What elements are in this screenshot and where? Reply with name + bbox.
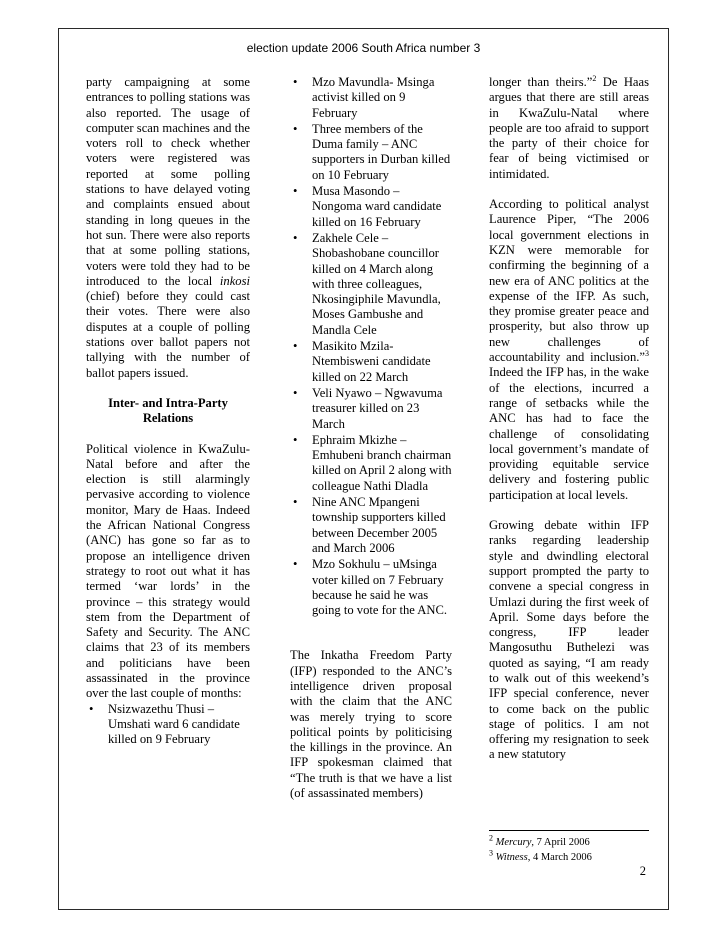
list-item (290, 231, 452, 338)
list-item (290, 557, 452, 618)
list-item-text: Veli Nyawo – Ngwavuma treasurer killed on 23 March (312, 385, 443, 431)
italic-term: inkosi (219, 273, 250, 288)
list-item-text: Zakhele Cele – Shobashobane councillor killed on 4 March along with three colleagues, Nkosingiphile Mavundla, Moses Gambushe and Mandla Cele (312, 230, 441, 337)
column-3 (489, 75, 649, 778)
bullet-icon: • (293, 557, 298, 572)
bullet-icon: • (293, 432, 298, 447)
footnote-ref[interactable]: 2 (592, 73, 597, 83)
victim-list-part1 (86, 702, 250, 748)
page-number: 2 (639, 864, 646, 878)
page-header: election update 2006 South Africa number 3 (246, 41, 481, 55)
list-item (290, 386, 452, 432)
paragraph-political-violence: Political violence in KwaZulu-Natal before and after the election is still alarmingly pervasive according to violence monitor, Mary de Haas. Indeed the African National Congress (ANC) has gone so far as to propose an intelligence driven strategy to root out what it has termed ‘war lords’ in the province – this strategy would stem from the Department of Safety and Security. The ANC claims that 23 of its members and politicians have been assassinated in the province over the last couple of months: (86, 441, 250, 701)
footnote-date: , 7 April 2006 (531, 837, 590, 848)
text-segment: (chief) before they could cast their votes. There were also disputes at a couple of polling stations over ballot papers not tallying with the number of ballot papers issued. (86, 289, 250, 380)
text-segment: party campaigning at some entrances to polling stations was also reported. The usage of computer scan machines and the voters roll to check whether voters were registered was reported at some polling stations to have delayed voting and complaints ensued about standing in long queues in the hot sun. There were also reports that at some polling stations, voters were told they had to be introduced to the local (86, 75, 250, 288)
victim-list-part2 (290, 75, 452, 618)
footnote-source: Mercury (495, 837, 532, 848)
list-item-text: Masikito Mzila-Ntembisweni candidate killed on 22 March (312, 339, 431, 384)
list-item (290, 122, 452, 183)
bullet-icon: • (293, 385, 298, 400)
paragraph-de-haas (489, 75, 649, 182)
list-item (290, 339, 452, 385)
bullet-icon: • (293, 121, 298, 136)
list-item (290, 433, 452, 494)
bullet-icon: • (293, 339, 298, 354)
list-item-text: Three members of the Duma family – ANC supporters in Durban killed on 10 February (312, 121, 451, 182)
paragraph-ifp-response: The Inkatha Freedom Party (IFP) responded to the ANC’s intelligence driven proposal with the claim that the ANC was merely trying to score political points by politicising the killings in the province. An IFP spokesman claimed that “The truth is that we have a list (of assassinated members) (290, 648, 452, 801)
paragraph-ifp-congress: Growing debate within IFP ranks regarding leadership style and dwindling electoral support prompted the party to convene a special congress in Umlazi during the first week of April. Some days before the congress, IFP leader Mangosuthu Buthelezi was quoted as saying, “I am ready to walk out of this weekend’s IFP special conference, never to come back on the public stage of politics. I am not offering my resignation to seek a new statutory (489, 518, 649, 762)
list-item-text: Musa Masondo – Nongoma ward candidate killed on 16 February (312, 184, 442, 229)
paragraph-piper (489, 197, 649, 503)
paragraph-polling-reports (86, 75, 250, 381)
footnote-ref[interactable]: 3 (645, 348, 649, 358)
list-item-text: Mzo Sokhulu – uMsinga voter killed on 7 February because he said he was going to vote for the ANC. (312, 557, 448, 618)
footnote-number: 2 (489, 833, 493, 843)
footnote (489, 833, 659, 849)
footnote (489, 848, 659, 864)
list-item-text: Nine ANC Mpangeni township supporters killed between December 2005 and March 2006 (312, 495, 446, 555)
document-page (58, 28, 669, 910)
text-segment: According to political analyst Laurence Piper, “The 2006 local government elections in KZN were memorable for confirming the beginning of a new era of ANC politics at the expense of the IFP. As such, they promise greater peace and prosperity, but also throw up new challenges of accountability and inclusion.” (489, 197, 649, 365)
list-item (86, 702, 250, 748)
footnotes (489, 833, 659, 866)
bullet-icon: • (89, 701, 94, 716)
text-segment: Indeed the IFP has, in the wake of the elections, incurred a range of setbacks while the ANC has had to face the challenge of consolidating local government’s mandate of providing equitable service delivery and fostering public participation at local levels. (489, 365, 649, 502)
footnote-number: 3 (489, 848, 493, 858)
bullet-icon: • (293, 230, 298, 245)
text-segment: longer than theirs.” (489, 75, 593, 89)
bullet-icon: • (293, 184, 298, 199)
footnote-date: , 4 March 2006 (527, 852, 592, 863)
bullet-icon: • (293, 495, 298, 510)
text-segment: De Haas argues that there are still areas in KwaZulu-Natal where people are too afraid to support the party of their choice for fear of being victimised or intimidated. (489, 75, 649, 181)
footnote-source: Witness (495, 852, 528, 863)
list-item (290, 75, 452, 121)
bullet-icon: • (293, 75, 298, 89)
list-item-text: Ephraim Mkizhe – Emhubeni branch chairman killed on April 2 along with colleague Nathi Dladla (312, 432, 452, 493)
list-item (290, 184, 452, 230)
footnote-divider (489, 830, 649, 831)
section-title: Inter- and Intra-Party Relations (108, 395, 228, 426)
list-item-text: Nsizwazethu Thusi – Umshati ward 6 candidate killed on 9 February (108, 701, 240, 747)
column-2 (290, 75, 452, 816)
column-1 (86, 75, 250, 747)
list-item-text: Mzo Mavundla- Msinga activist killed on 9 February (312, 75, 435, 120)
list-item (290, 495, 452, 556)
